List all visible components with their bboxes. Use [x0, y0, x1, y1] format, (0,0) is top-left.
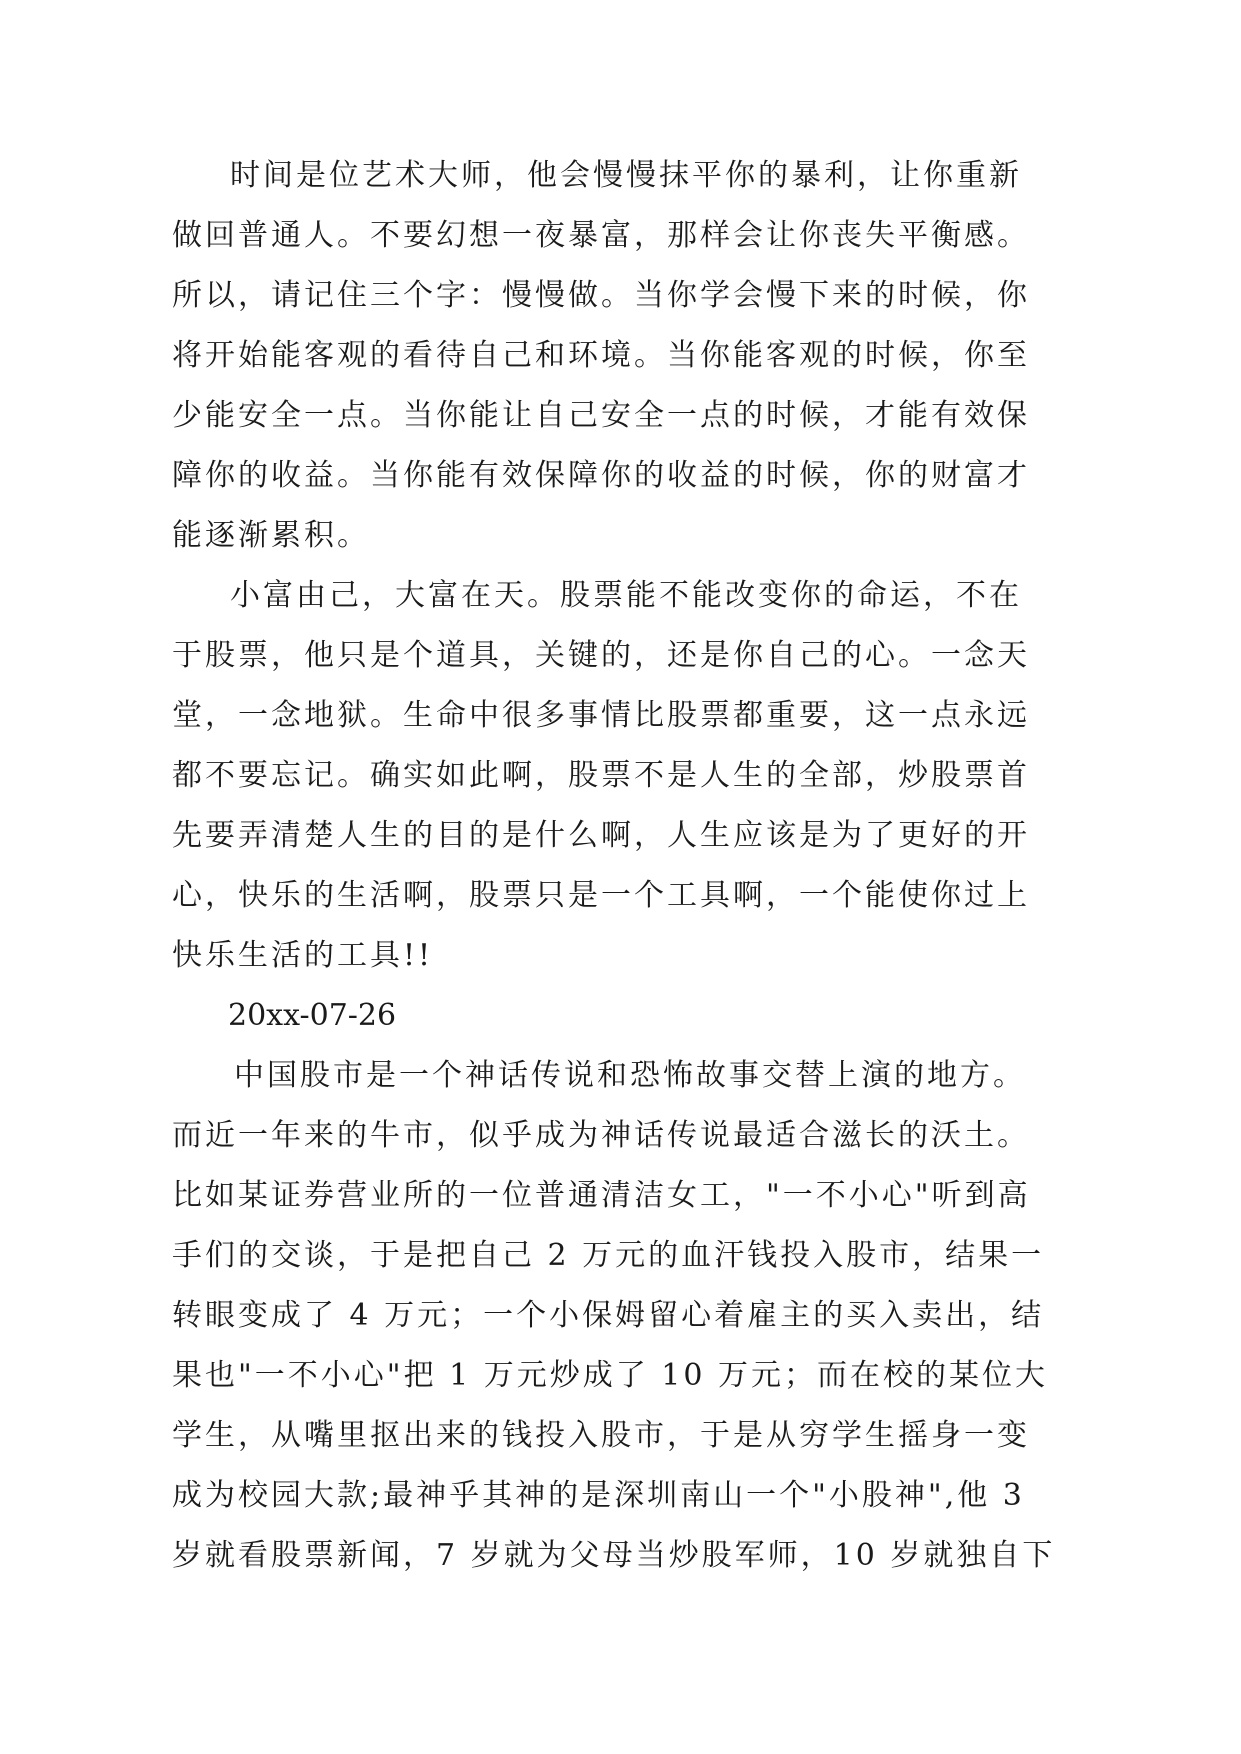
text-line: 果也"一不小心"把 1 万元炒成了 10 万元；而在校的某位大	[172, 1358, 1049, 1393]
text-line: 先要弄清楚人生的目的是什么啊，人生应该是为了更好的开	[172, 818, 1030, 853]
text-line: 能逐渐累积。	[172, 518, 370, 553]
text-line: 障你的收益。当你能有效保障你的收益的时候，你的财富才	[172, 458, 1030, 493]
text-line: 成为校园大款;最神乎其神的是深圳南山一个"小股神",他 3	[172, 1478, 1025, 1513]
text-line: 都不要忘记。确实如此啊，股票不是人生的全部，炒股票首	[172, 758, 1030, 793]
text-line: 手们的交谈，于是把自己 2 万元的血汗钱投入股市，结果一	[172, 1238, 1045, 1273]
text-line: 转眼变成了 4 万元；一个小保姆留心着雇主的买入卖出，结	[172, 1298, 1045, 1333]
text-line: 做回普通人。不要幻想一夜暴富，那样会让你丧失平衡感。	[172, 218, 1030, 253]
text-line: 时间是位艺术大师，他会慢慢抹平你的暴利，让你重新	[230, 158, 1022, 193]
text-line: 中国股市是一个神话传说和恐怖故事交替上演的地方。	[234, 1058, 1026, 1093]
text-line: 学生，从嘴里抠出来的钱投入股市，于是从穷学生摇身一变	[172, 1418, 1030, 1453]
text-line: 少能安全一点。当你能让自己安全一点的时候，才能有效保	[172, 398, 1030, 433]
text-line: 而近一年来的牛市，似乎成为神话传说最适合滋长的沃土。	[172, 1118, 1030, 1153]
text-line: 于股票，他只是个道具，关键的，还是你自己的心。一念天	[172, 638, 1030, 673]
date-line: 20xx-07-26	[228, 998, 397, 1033]
text-line: 快乐生活的工具!!	[172, 938, 434, 973]
text-line: 岁就看股票新闻，7 岁就为父母当炒股军师，10 岁就独自下	[172, 1538, 1056, 1573]
text-line: 心，快乐的生活啊，股票只是一个工具啊，一个能使你过上	[172, 878, 1030, 913]
text-line: 比如某证券营业所的一位普通清洁女工，"一不小心"听到高	[172, 1178, 1031, 1213]
text-line: 所以，请记住三个字：慢慢做。当你学会慢下来的时候，你	[172, 278, 1030, 313]
text-line: 堂，一念地狱。生命中很多事情比股票都重要，这一点永远	[172, 698, 1030, 733]
text-line: 小富由己，大富在天。股票能不能改变你的命运，不在	[230, 578, 1022, 613]
text-line: 将开始能客观的看待自己和环境。当你能客观的时候，你至	[172, 338, 1030, 373]
